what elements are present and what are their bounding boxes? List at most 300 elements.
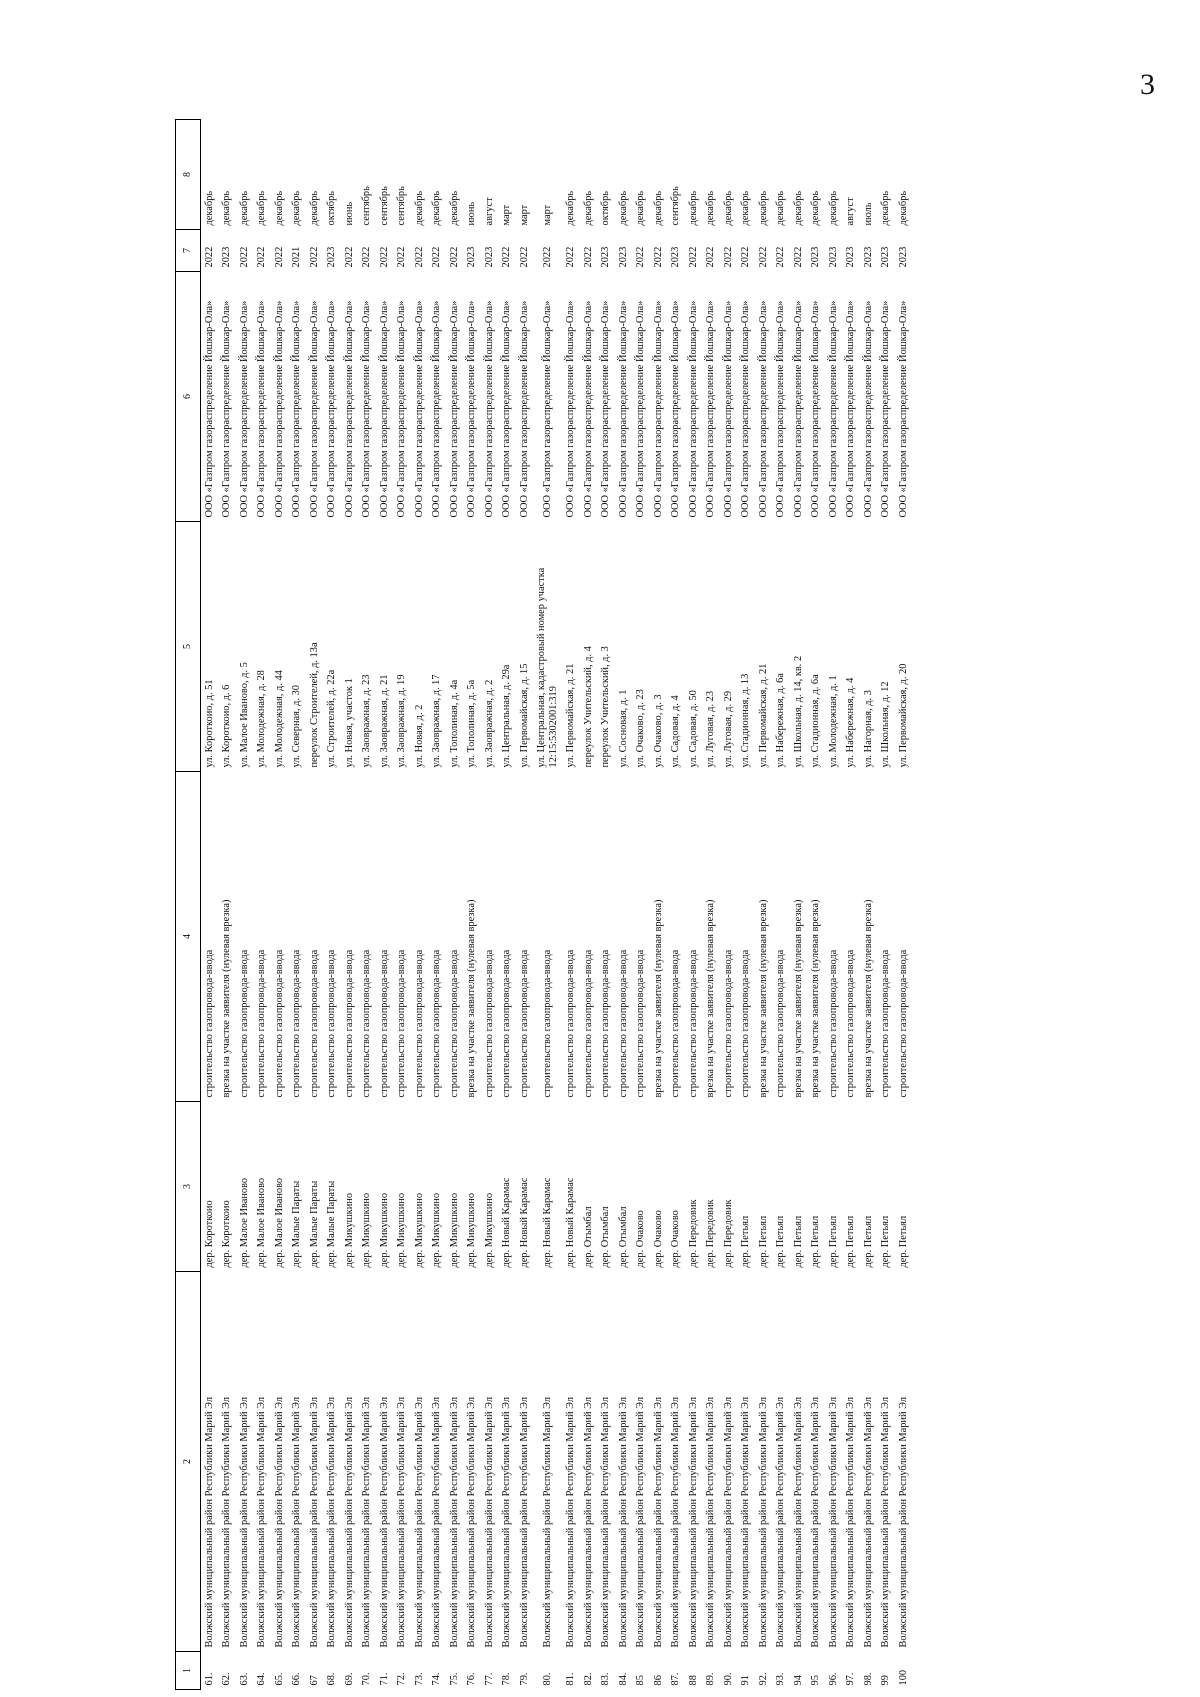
table-row: [580, 120, 598, 1690]
cell-address: ул. Короткоио, д. 51: [203, 679, 215, 768]
cell-year: 2022: [378, 246, 390, 268]
cell-settlement: дер. Микушкино: [413, 1192, 425, 1268]
cell-year: 2022: [361, 246, 372, 268]
cell-address: ул. Первомайская, д. 21: [757, 663, 769, 768]
cell-row-number: 66.: [291, 1672, 302, 1686]
cell-month: декабрь: [238, 190, 250, 226]
cell-year: 2022: [273, 246, 285, 268]
cell-district: Волжский муниципальный район Республики Марий Эл: [862, 1396, 874, 1648]
cell-address: ул. Новая, д. 2: [413, 704, 425, 768]
cell-year: 2023: [845, 246, 856, 268]
table-row: [597, 120, 615, 1690]
cell-row-number: 79.: [518, 1672, 530, 1686]
cell-organization: ООО «Газпром газораспределение Йошкар-Ола»: [378, 300, 390, 518]
cell-address: ул. Луговая, д. 23: [705, 690, 716, 768]
cell-district: Волжский муниципальный район Республики Марий Эл: [565, 1396, 576, 1648]
cell-work-type: строительство газопровода-ввода: [687, 949, 699, 1098]
cell-address: ул. Тополиная, д. 5а: [466, 679, 477, 768]
cell-month: декабрь: [792, 190, 804, 226]
cell-month: декабрь: [413, 190, 425, 226]
cell-settlement: дер. Микушкино: [396, 1192, 407, 1268]
cell-month: сентябрь: [670, 186, 681, 226]
cell-district: Волжский муниципальный район Республики Марий Эл: [541, 1396, 553, 1648]
cell-settlement: дер. Очаково: [635, 1210, 646, 1268]
cell-row-number: 67: [308, 1675, 320, 1686]
cell-year: 2022: [740, 246, 751, 268]
cell-month: декабрь: [448, 190, 460, 226]
cell-settlement: дер. Малое Иваново: [238, 1177, 250, 1268]
cell-work-type: строительство газопровода-ввода: [378, 949, 390, 1098]
cell-settlement: дер. Передовик: [687, 1199, 699, 1268]
cell-work-type: строительство газопровода-ввода: [600, 949, 611, 1098]
cell-address: ул. Молодежная, д. 1: [827, 675, 839, 768]
cell-year: 2022: [635, 246, 646, 268]
cell-organization: ООО «Газпром газораспределение Йошкар-Ола»: [291, 300, 302, 518]
cell-address: переулок Строителей, д. 13а: [308, 642, 320, 768]
cell-address: ул. Северная, д. 30: [291, 685, 302, 768]
cell-month: октябрь: [326, 190, 337, 226]
cell-work-type: строительство газопровода-ввода: [431, 949, 442, 1098]
cell-settlement: дер. Малые Параты: [308, 1180, 320, 1268]
cell-district: Волжский муниципальный район Республики Марий Эл: [221, 1396, 232, 1648]
cell-month: декабрь: [880, 190, 891, 226]
cell-month: сентябрь: [396, 186, 407, 226]
cell-organization: ООО «Газпром газораспределение Йошкар-Ола»: [652, 300, 664, 518]
cell-year: 2022: [757, 246, 769, 268]
cell-settlement: дер. Петьял: [862, 1215, 874, 1268]
table-row: [667, 120, 685, 1690]
cell-year: 2022: [775, 246, 786, 268]
cell-year: 2022: [541, 246, 553, 268]
table-row: [323, 120, 341, 1690]
cell-organization: ООО «Газпром газораспределение Йошкар-Ола»: [518, 300, 530, 518]
cell-district: Волжский муниципальный район Республики Марий Эл: [413, 1396, 425, 1648]
cell-work-type: строительство газопровода-ввода: [897, 949, 909, 1098]
cell-district: Волжский муниципальный район Республики Марий Эл: [343, 1396, 355, 1648]
cell-month: июнь: [343, 201, 355, 226]
cell-address: ул. Заовражная, д. 21: [378, 674, 390, 768]
cell-year: 2023: [810, 246, 821, 268]
table-row: [772, 120, 790, 1690]
table-row: [632, 120, 650, 1690]
cell-year: 2022: [722, 246, 734, 268]
cell-work-type: строительство газопровода-ввода: [670, 949, 681, 1098]
cell-organization: ООО «Газпром газораспределение Йошкар-Ола»: [792, 300, 804, 518]
cell-work-type: строительство газопровода-ввода: [582, 949, 594, 1098]
cell-organization: ООО «Газпром газораспределение Йошкар-Ола»: [880, 300, 891, 518]
cell-row-number: 76.: [466, 1672, 477, 1686]
cell-address: ул. Школьная, д. 14, кв. 2: [792, 655, 804, 768]
cell-month: декабрь: [810, 190, 821, 226]
cell-district: Волжский муниципальный район Республики Марий Эл: [256, 1396, 267, 1648]
header-col-4: 4: [176, 772, 201, 1102]
cell-month: декабрь: [203, 190, 215, 226]
cell-organization: ООО «Газпром газораспределение Йошкар-Ола»: [343, 300, 355, 518]
cell-district: Волжский муниципальный район Республики Марий Эл: [652, 1396, 664, 1648]
cell-work-type: строительство газопровода-ввода: [845, 949, 856, 1098]
cell-month: декабрь: [273, 190, 285, 226]
table-row: [842, 120, 860, 1690]
cell-district: Волжский муниципальный район Республики Марий Эл: [273, 1396, 285, 1648]
cell-month: декабрь: [687, 190, 699, 226]
table-row: [790, 120, 808, 1690]
cell-settlement: дер. Новый Карамас: [565, 1177, 576, 1268]
cell-work-type: строительство газопровода-ввода: [308, 949, 320, 1098]
cell-address: ул. Заовражная, д. 23: [361, 674, 372, 768]
cell-settlement: дер. Передовик: [722, 1199, 734, 1268]
cell-settlement: дер. Микушкино: [448, 1192, 460, 1268]
table-row: [702, 120, 720, 1690]
cell-month: март: [501, 204, 512, 226]
cell-settlement: дер. Петьял: [792, 1215, 804, 1268]
cell-address: ул. Стадионная, д. 13: [740, 673, 751, 768]
cell-settlement: дер. Новый Карамас: [541, 1177, 553, 1268]
cell-settlement: дер. Петьял: [810, 1215, 821, 1268]
cell-address: ул. Сосновая, д. 1: [617, 689, 629, 768]
cell-work-type: строительство газопровода-ввода: [880, 949, 891, 1098]
cell-month: сентябрь: [378, 186, 390, 226]
header-col-5: 5: [176, 522, 201, 772]
cell-settlement: дер. Новый Карамас: [518, 1177, 530, 1268]
cell-month: декабрь: [897, 190, 909, 226]
cell-month: декабрь: [565, 190, 576, 226]
cell-settlement: дер. Микушкино: [378, 1192, 390, 1268]
cell-settlement: дер. Отымбал: [600, 1206, 611, 1268]
cell-work-type: врезка на участке заявителя (нулевая врезка): [862, 899, 874, 1098]
cell-row-number: 65.: [273, 1672, 285, 1686]
cell-work-type: строительство газопровода-ввода: [343, 949, 355, 1098]
cell-row-number: 78.: [501, 1672, 512, 1686]
cell-address: ул. Первомайская, д. 15: [518, 663, 530, 768]
cell-organization: ООО «Газпром газораспределение Йошкар-Ола»: [705, 300, 716, 518]
cell-district: Волжский муниципальный район Республики Марий Эл: [501, 1396, 512, 1648]
cell-settlement: дер. Отымбал: [582, 1206, 594, 1268]
cell-row-number: 96.: [827, 1672, 839, 1686]
cell-work-type: строительство газопровода-ввода: [565, 949, 576, 1098]
cell-work-type: строительство газопровода-ввода: [361, 949, 372, 1098]
cell-month: март: [518, 204, 530, 226]
cell-district: Волжский муниципальный район Республики Марий Эл: [483, 1396, 495, 1648]
cell-work-type: врезка на участке заявителя (нулевая врезка): [810, 899, 821, 1098]
cell-row-number: 73.: [413, 1672, 425, 1686]
table-row: [376, 120, 394, 1690]
cell-work-type: строительство газопровода-ввода: [740, 949, 751, 1098]
cell-year: 2022: [518, 246, 530, 268]
cell-district: Волжский муниципальный район Республики Марий Эл: [600, 1396, 611, 1648]
cell-row-number: 77.: [483, 1672, 495, 1686]
cell-organization: ООО «Газпром газораспределение Йошкар-Ола»: [221, 300, 232, 518]
cell-organization: ООО «Газпром газораспределение Йошкар-Ола»: [670, 300, 681, 518]
table-row: [271, 120, 289, 1690]
table-row: [218, 120, 236, 1690]
cell-row-number: 64.: [256, 1672, 267, 1686]
cell-work-type: строительство газопровода-ввода: [722, 949, 734, 1098]
cell-organization: ООО «Газпром газораспределение Йошкар-Ола»: [722, 300, 734, 518]
cell-settlement: дер. Петьял: [897, 1215, 909, 1268]
cell-year: 2022: [565, 246, 576, 268]
cell-month: сентябрь: [361, 186, 372, 226]
table-row: [825, 120, 843, 1690]
cell-year: 2021: [291, 246, 302, 268]
cell-row-number: 98.: [862, 1672, 874, 1686]
cell-work-type: строительство газопровода-ввода: [326, 949, 337, 1098]
header-col-7: 7: [176, 230, 201, 272]
cell-address: ул. Первомайская, д. 21: [565, 663, 576, 768]
cell-row-number: 69.: [343, 1672, 355, 1686]
table-row: [463, 120, 481, 1690]
cell-organization: ООО «Газпром газораспределение Йошкар-Ола»: [541, 300, 553, 518]
cell-settlement: дер. Петьял: [827, 1215, 839, 1268]
cell-organization: ООО «Газпром газораспределение Йошкар-Ола»: [635, 300, 646, 518]
cell-month: декабрь: [256, 190, 267, 226]
cell-district: Волжский муниципальный район Республики Марий Эл: [448, 1396, 460, 1648]
cell-work-type: врезка на участке заявителя (нулевая врезка): [757, 899, 769, 1098]
cell-address: ул. Заовражная, д. 2: [483, 679, 495, 768]
cell-year: 2023: [466, 246, 477, 268]
cell-organization: ООО «Газпром газораспределение Йошкар-Ола»: [845, 300, 856, 518]
cell-district: Волжский муниципальный район Республики Марий Эл: [880, 1396, 891, 1648]
cell-settlement: дер. Микушкино: [431, 1192, 442, 1268]
cell-row-number: 80.: [541, 1672, 553, 1686]
table-row: [428, 120, 446, 1690]
cell-year: 2023: [326, 246, 337, 268]
cell-settlement: дер. Отымбал: [617, 1206, 629, 1268]
cell-address: ул. Очаково, д. 23: [635, 689, 646, 768]
cell-year: 2023: [617, 246, 629, 268]
cell-settlement: дер. Малое Иваново: [256, 1177, 267, 1268]
cell-settlement: дер. Малые Параты: [291, 1180, 302, 1268]
table-row: [615, 120, 633, 1690]
cell-address: ул. Луговая, д. 29: [722, 690, 734, 768]
cell-district: Волжский муниципальный район Республики Марий Эл: [378, 1396, 390, 1648]
cell-row-number: 97.: [845, 1672, 856, 1686]
cell-district: Волжский муниципальный район Республики Марий Эл: [792, 1396, 804, 1648]
cell-work-type: строительство газопровода-ввода: [203, 949, 215, 1098]
cell-organization: ООО «Газпром газораспределение Йошкар-Ола»: [448, 300, 460, 518]
cell-work-type: строительство газопровода-ввода: [617, 949, 629, 1098]
cell-year: 2022: [705, 246, 716, 268]
cell-year: 2022: [431, 246, 442, 268]
cell-district: Волжский муниципальный район Республики Марий Эл: [361, 1396, 372, 1648]
cell-district: Волжский муниципальный район Республики Марий Эл: [705, 1396, 716, 1648]
cell-month: декабрь: [827, 190, 839, 226]
cell-month: март: [541, 204, 553, 226]
cell-address: ул. Стадионная, д. 6а: [810, 674, 821, 768]
cell-work-type: строительство газопровода-ввода: [256, 949, 267, 1098]
table-row: [446, 120, 464, 1690]
cell-row-number: 70.: [361, 1672, 372, 1686]
cell-row-number: 94: [792, 1675, 804, 1686]
cell-organization: ООО «Газпром газораспределение Йошкар-Ола»: [582, 300, 594, 518]
cell-row-number: 89.: [705, 1672, 716, 1686]
cell-address: ул. Садовая, д. 4: [670, 695, 681, 768]
cell-address: ул. Садовая, д. 50: [687, 690, 699, 768]
cell-row-number: 85: [635, 1675, 646, 1686]
cell-settlement: дер. Микушкино: [361, 1192, 372, 1268]
cell-organization: ООО «Газпром газораспределение Йошкар-Ола»: [565, 300, 576, 518]
cell-organization: ООО «Газпром газораспределение Йошкар-Ола»: [203, 300, 215, 518]
cell-year: 2023: [600, 246, 611, 268]
cell-district: Волжский муниципальный район Республики Марий Эл: [670, 1396, 681, 1648]
cell-organization: ООО «Газпром газораспределение Йошкар-Ола»: [238, 300, 250, 518]
rotated-table-container: [175, 120, 1185, 1690]
cell-address: ул. Короткоио, д. 6: [221, 684, 232, 768]
cell-district: Волжский муниципальный район Республики Марий Эл: [518, 1396, 530, 1648]
header-row: [176, 120, 201, 1690]
cell-row-number: 88: [687, 1675, 699, 1686]
cell-address: ул. Центральная, д. 29а: [501, 664, 512, 768]
cell-organization: ООО «Газпром газораспределение Йошкар-Ола»: [897, 300, 909, 518]
cell-work-type: строительство газопровода-ввода: [775, 949, 786, 1098]
cell-district: Волжский муниципальный район Республики Марий Эл: [466, 1396, 477, 1648]
cell-organization: ООО «Газпром газораспределение Йошкар-Ола»: [617, 300, 629, 518]
cell-address: ул. Нагорная, д. 3: [862, 690, 874, 768]
table-row: [860, 120, 878, 1690]
cell-district: Волжский муниципальный район Республики Марий Эл: [722, 1396, 734, 1648]
table-row: [306, 120, 324, 1690]
table-row: [895, 120, 913, 1690]
cell-row-number: 71.: [378, 1672, 390, 1686]
cell-settlement: дер. Петьял: [845, 1215, 856, 1268]
cell-month: август: [483, 197, 495, 226]
cell-district: Волжский муниципальный район Республики Марий Эл: [757, 1396, 769, 1648]
table-row: [200, 120, 218, 1690]
table-row: [877, 120, 895, 1690]
cell-district: Волжский муниципальный район Республики Марий Эл: [617, 1396, 629, 1648]
cell-work-type: врезка на участке заявителя (нулевая врезка): [705, 899, 716, 1098]
cell-settlement: дер. Микушкино: [466, 1192, 477, 1268]
cell-organization: ООО «Газпром газораспределение Йошкар-Ола»: [687, 300, 699, 518]
cell-year: 2022: [501, 246, 512, 268]
cell-district: Волжский муниципальный район Республики Марий Эл: [845, 1396, 856, 1648]
cell-address: переулок Учительский, д. 4: [582, 646, 594, 768]
table-row: [288, 120, 306, 1690]
cell-organization: ООО «Газпром газораспределение Йошкар-Ола»: [775, 300, 786, 518]
cell-address: ул. Молодежная, д. 44: [273, 670, 285, 768]
cell-organization: ООО «Газпром газораспределение Йошкар-Ола»: [757, 300, 769, 518]
cell-settlement: дер. Очаково: [670, 1210, 681, 1268]
cell-settlement: дер. Короткоио: [221, 1200, 232, 1268]
cell-row-number: 87.: [670, 1672, 681, 1686]
cell-organization: ООО «Газпром газораспределение Йошкар-Ола»: [483, 300, 495, 518]
cell-work-type: строительство газопровода-ввода: [273, 949, 285, 1098]
cell-month: декабрь: [757, 190, 769, 226]
cell-settlement: дер. Микушкино: [343, 1192, 355, 1268]
cell-address: ул. Заовражная, д. 17: [431, 674, 442, 768]
cell-work-type: врезка на участке заявителя (нулевая врезка): [466, 899, 477, 1098]
cell-row-number: 90.: [722, 1672, 734, 1686]
cell-work-type: строительство газопровода-ввода: [501, 949, 512, 1098]
cell-row-number: 83.: [600, 1672, 611, 1686]
cell-district: Волжский муниципальный район Республики Марий Эл: [326, 1396, 337, 1648]
cell-year: 2023: [827, 246, 839, 268]
cell-address: ул. Центральная, кадастровый номер участка 12:15:5302001:319: [536, 567, 559, 768]
table-row: [807, 120, 825, 1690]
cell-organization: ООО «Газпром газораспределение Йошкар-Ола»: [862, 300, 874, 518]
table-row: [236, 120, 254, 1690]
cell-work-type: врезка на участке заявителя (нулевая врезка): [652, 899, 664, 1098]
cell-row-number: 91: [740, 1675, 751, 1686]
cell-month: декабрь: [221, 190, 232, 226]
cell-row-number: 62.: [221, 1672, 232, 1686]
cell-year: 2022: [413, 246, 425, 268]
cell-district: Волжский муниципальный район Республики Марий Эл: [431, 1396, 442, 1648]
cell-month: июль: [862, 202, 874, 226]
cell-month: декабрь: [582, 190, 594, 226]
cell-month: декабрь: [635, 190, 646, 226]
cell-district: Волжский муниципальный район Республики Марий Эл: [308, 1396, 320, 1648]
table-row: [341, 120, 359, 1690]
cell-address: ул. Малое Иваново, д. 5: [238, 662, 250, 768]
table-row: [498, 120, 516, 1690]
cell-settlement: дер. Передовик: [705, 1199, 716, 1268]
cell-row-number: 72.: [396, 1672, 407, 1686]
cell-work-type: строительство газопровода-ввода: [635, 949, 646, 1098]
cell-row-number: 81.: [565, 1672, 576, 1686]
cell-organization: ООО «Газпром газораспределение Йошкар-Ола»: [466, 300, 477, 518]
cell-organization: ООО «Газпром газораспределение Йошкар-Ола»: [740, 300, 751, 518]
cell-year: 2022: [238, 246, 250, 268]
cell-row-number: 93.: [775, 1672, 786, 1686]
cell-work-type: строительство газопровода-ввода: [238, 949, 250, 1098]
table-row: [562, 120, 580, 1690]
cell-organization: ООО «Газпром газораспределение Йошкар-Ола»: [273, 300, 285, 518]
cell-month: декабрь: [308, 190, 320, 226]
cell-address: ул. Новая, участок 1: [343, 678, 355, 768]
table-row: [358, 120, 376, 1690]
cell-settlement: дер. Малые Параты: [326, 1180, 337, 1268]
table-header: [176, 120, 201, 1690]
cell-address: ул. Первомайская, д. 20: [897, 663, 909, 768]
header-col-3: 3: [176, 1102, 201, 1272]
cell-district: Волжский муниципальный район Республики Марий Эл: [775, 1396, 786, 1648]
cell-address: переулок Учительский, д. 3: [600, 646, 611, 768]
cell-row-number: 74.: [431, 1672, 442, 1686]
cell-year: 2022: [448, 246, 460, 268]
cell-organization: ООО «Газпром газораспределение Йошкар-Ола»: [413, 300, 425, 518]
cell-year: 2022: [582, 246, 594, 268]
cell-row-number: 84.: [617, 1672, 629, 1686]
cell-district: Волжский муниципальный район Республики Марий Эл: [291, 1396, 302, 1648]
cell-organization: ООО «Газпром газораспределение Йошкар-Ола»: [361, 300, 372, 518]
cell-work-type: строительство газопровода-ввода: [827, 949, 839, 1098]
header-col-6: 6: [176, 272, 201, 522]
cell-settlement: дер. Очаково: [652, 1210, 664, 1268]
cell-organization: ООО «Газпром газораспределение Йошкар-Ола»: [308, 300, 320, 518]
cell-district: Волжский муниципальный район Республики Марий Эл: [897, 1396, 909, 1648]
cell-year: 2022: [396, 246, 407, 268]
cell-organization: ООО «Газпром газораспределение Йошкар-Ола»: [326, 300, 337, 518]
cell-district: Волжский муниципальный район Республики Марий Эл: [687, 1396, 699, 1648]
cell-year: 2023: [880, 246, 891, 268]
cell-district: Волжский муниципальный район Республики Марий Эл: [635, 1396, 646, 1648]
cell-month: декабрь: [431, 190, 442, 226]
table-row: [481, 120, 499, 1690]
cell-month: август: [845, 197, 856, 226]
cell-address: ул. Набережная, д. 4: [845, 677, 856, 768]
cell-month: декабрь: [740, 190, 751, 226]
cell-settlement: дер. Петьял: [740, 1215, 751, 1268]
cell-settlement: дер. Малое Иваново: [273, 1177, 285, 1268]
cell-month: декабрь: [291, 190, 302, 226]
cell-year: 2023: [862, 246, 874, 268]
table-row: [650, 120, 668, 1690]
cell-month: октябрь: [600, 190, 611, 226]
page-number: 3: [1140, 68, 1155, 101]
cell-organization: ООО «Газпром газораспределение Йошкар-Ола»: [600, 300, 611, 518]
cell-year: 2022: [256, 246, 267, 268]
cell-district: Волжский муниципальный район Республики Марий Эл: [582, 1396, 594, 1648]
